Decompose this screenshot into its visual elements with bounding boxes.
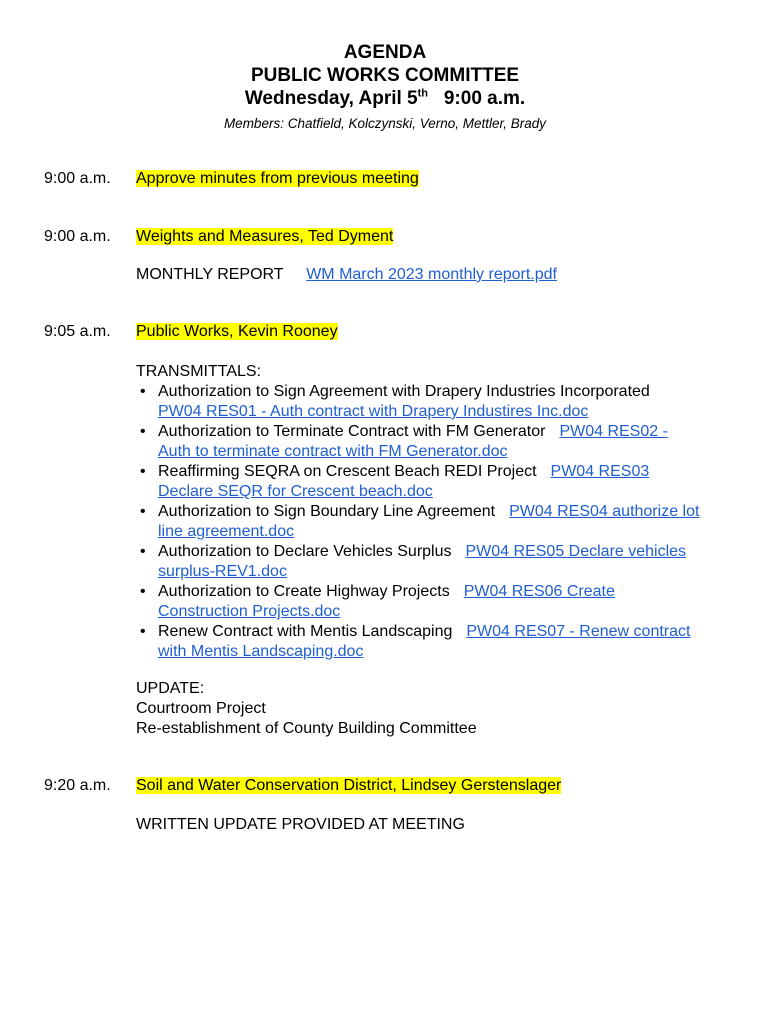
bullet-icon: • [140,543,146,560]
resolution-link[interactable]: PW04 RES07 - Renew contract [466,623,691,640]
monthly-report-link[interactable]: WM March 2023 monthly report.pdf [306,266,557,283]
agenda-header [0,41,770,131]
resolution-link-cont[interactable]: line agreement.doc [158,523,295,540]
resolution-link[interactable]: PW04 RES06 Create [463,583,615,600]
bullet-icon: • [140,383,146,400]
list-item [136,422,736,462]
list-item-text: Authorization to Declare Vehicles Surplus [158,543,452,560]
resolution-link-cont[interactable]: surplus-REV1.doc [158,563,287,580]
item-title [136,777,561,795]
list-item-text: Reaffirming SEQRA on Crescent Beach REDI Project [158,463,537,480]
soil-written-update: WRITTEN UPDATE PROVIDED AT MEETING [136,816,465,833]
bullet-icon: • [140,463,146,480]
item-time: 9:05 a.m. [44,323,111,340]
item-title [136,170,419,188]
item-time: 9:00 a.m. [44,228,111,245]
resolution-link-cont[interactable]: Auth to terminate contract with FM Generator.doc [158,443,508,460]
list-item-text: Renew Contract with Mentis Landscaping [158,623,453,640]
list-item-text: Authorization to Sign Boundary Line Agreement [158,503,496,520]
list-item [136,382,736,422]
transmittals-list [136,382,736,662]
monthly-report-label: MONTHLY REPORT [136,266,284,283]
update-line: Re-establishment of County Building Committee [136,720,477,737]
meeting-date-sup: th [417,87,429,100]
bullet-icon: • [140,623,146,640]
list-item [136,502,736,542]
list-item [136,462,736,502]
update-block [136,679,477,739]
meeting-date [0,87,770,110]
meeting-date-day: Wednesday, April 5 [244,88,418,109]
resolution-link-cont[interactable]: Declare SEQR for Crescent beach.doc [158,483,433,500]
bullet-icon: • [140,583,146,600]
item-time: 9:20 a.m. [44,777,111,794]
committee-title: PUBLIC WORKS COMMITTEE [250,65,520,86]
resolution-link[interactable]: PW04 RES03 [550,463,650,480]
monthly-report-row [136,266,557,284]
list-item-text: Authorization to Terminate Contract with FM Generator [158,423,546,440]
item-title-text: Approve minutes from previous meeting [136,170,419,187]
list-item-text: Authorization to Create Highway Projects [158,583,450,600]
item-title-text: Public Works, Kevin Rooney [136,323,338,340]
item-time: 9:00 a.m. [44,170,111,187]
item-title [136,323,338,341]
agenda-title: AGENDA [343,42,427,63]
resolution-link[interactable]: PW04 RES01 - Auth contract with Drapery Industires Inc.doc [158,403,589,420]
bullet-icon: • [140,423,146,440]
meeting-time: 9:00 a.m. [443,88,526,109]
list-item [136,542,736,582]
list-item-text: Authorization to Sign Agreement with Drapery Industries Incorporated [158,383,650,400]
transmittals-heading: TRANSMITTALS: [136,363,262,380]
item-title [136,228,393,246]
update-heading: UPDATE: [136,680,205,697]
members-line: Members: Chatfield, Kolczynski, Verno, Mettler, Brady [223,116,547,131]
resolution-link[interactable]: PW04 RES02 - [559,423,668,440]
resolution-link-cont[interactable]: with Mentis Landscaping.doc [158,643,364,660]
resolution-link-cont[interactable]: Construction Projects.doc [158,603,341,620]
bullet-icon: • [140,503,146,520]
resolution-link[interactable]: PW04 RES05 Declare vehicles [465,543,687,560]
item-title-text: Weights and Measures, Ted Dyment [136,228,394,245]
resolution-link[interactable]: PW04 RES04 authorize lot [509,503,700,520]
list-item [136,622,736,662]
list-item [136,582,736,622]
item-title-text: Soil and Water Conservation District, Lindsey Gerstenslager [136,777,562,794]
update-line: Courtroom Project [136,700,266,717]
